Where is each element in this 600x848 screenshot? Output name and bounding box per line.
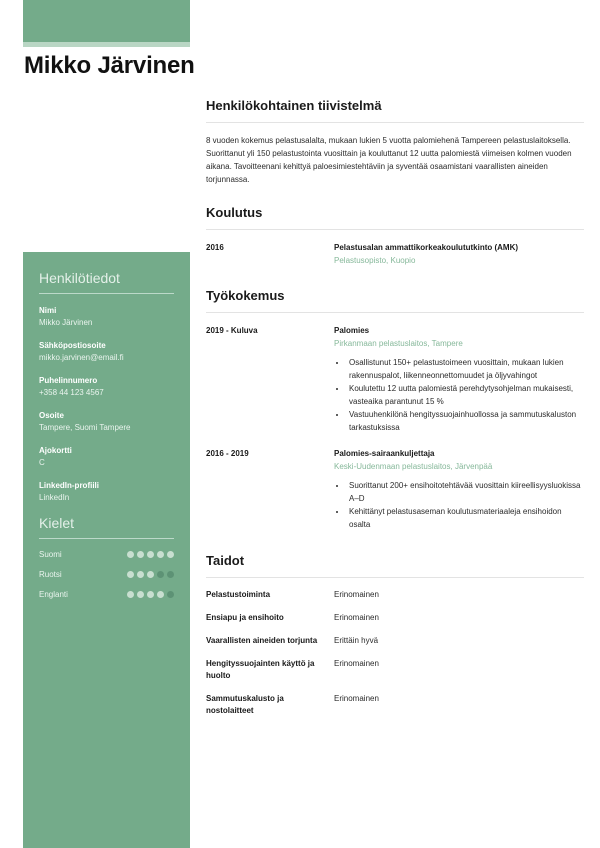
experience-role: Palomies <box>334 326 370 335</box>
skill-level: Erinomainen <box>334 590 379 599</box>
experience-bullet: • Kehittänyt pelastusaseman koulutusmateriaaleja ensihoidon osalta <box>347 506 584 531</box>
rating-dot-filled <box>127 551 134 558</box>
page-title: Mikko Järvinen <box>24 52 195 79</box>
personal-detail-value: +358 44 123 4567 <box>39 388 104 397</box>
skill-name: Hengityssuojainten käyttö ja huolto <box>206 659 315 680</box>
sidebar <box>23 252 190 848</box>
main-content <box>206 98 584 728</box>
experience-employer: Pirkanmaan pelastuslaitos, Tampere <box>334 339 463 348</box>
skill-level: Erinomainen <box>334 659 379 668</box>
experience-list <box>206 324 584 532</box>
experience-bullet: • Suorittanut 200+ ensihoitotehtävää vuosittain kiireellisyysluokissa A–D <box>347 480 584 505</box>
skill-level: Erinomainen <box>334 694 379 703</box>
experience-bullet-list <box>347 357 584 434</box>
experience-divider <box>206 312 584 313</box>
skill-name: Vaarallisten aineiden torjunta <box>206 636 318 645</box>
skill-name: Sammutuskalusto ja nostolaitteet <box>206 694 284 715</box>
skills-heading: Taidot <box>206 553 245 568</box>
personal-detail-item <box>39 340 174 364</box>
experience-date: 2019 - Kuluva <box>206 326 258 335</box>
skill-row <box>206 589 584 601</box>
personal-detail-value: C <box>39 458 45 467</box>
personal-detail-value: LinkedIn <box>39 493 70 502</box>
rating-dot-filled <box>147 551 154 558</box>
experience-body <box>334 324 584 435</box>
sidebar-divider <box>39 293 174 294</box>
skill-name: Pelastustoiminta <box>206 590 271 599</box>
personal-detail-label: Sähköpostiosoite <box>39 341 106 350</box>
education-divider <box>206 229 584 230</box>
personal-detail-item <box>39 305 174 329</box>
education-body <box>334 241 584 267</box>
education-heading: Koulutus <box>206 205 263 220</box>
summary-heading: Henkilökohtainen tiivistelmä <box>206 98 382 113</box>
skills-divider <box>206 577 584 578</box>
personal-detail-label: Osoite <box>39 411 64 420</box>
skill-row <box>206 693 584 717</box>
experience-bullet: • Osallistunut 150+ pelastustoimeen vuosittain, mukaan lukien rakennuspalot, liikenneonnettomuudet ja öljyvahingot <box>347 357 584 382</box>
personal-detail-value: Mikko Järvinen <box>39 318 93 327</box>
rating-dot-filled <box>137 571 144 578</box>
sidebar-personal-heading: Henkilötiedot <box>39 270 120 286</box>
experience-date: 2016 - 2019 <box>206 449 249 458</box>
header-accent-block <box>23 0 190 42</box>
skills-list <box>206 589 584 717</box>
education-entry <box>206 241 584 267</box>
personal-detail-item <box>39 410 174 434</box>
skill-level: Erinomainen <box>334 613 379 622</box>
personal-detail-value: Tampere, Suomi Tampere <box>39 423 131 432</box>
personal-detail-value: mikko.jarvinen@email.fi <box>39 353 124 362</box>
sidebar-divider-languages <box>39 538 174 539</box>
rating-dot-filled <box>137 591 144 598</box>
experience-entry <box>206 447 584 532</box>
rating-dot-empty <box>157 571 164 578</box>
personal-detail-label: Puhelinnumero <box>39 376 98 385</box>
language-rating-dots <box>127 571 174 578</box>
skill-row <box>206 658 584 682</box>
section-education <box>206 205 584 267</box>
rating-dot-filled <box>147 571 154 578</box>
experience-bullet: • Koulutettu 12 uutta palomiestä perehdytysohjelman mukaisesti, vasteaika parantunut 15 % <box>347 383 584 408</box>
header-accent-strip <box>23 42 190 47</box>
languages-list <box>39 550 174 599</box>
personal-detail-label: Ajokortti <box>39 446 72 455</box>
education-date: 2016 <box>206 243 224 252</box>
education-institution: Pelastusopisto, Kuopio <box>334 256 416 265</box>
language-rating-dots <box>127 591 174 598</box>
language-row <box>39 550 174 559</box>
language-row <box>39 570 174 579</box>
skill-row <box>206 635 584 647</box>
section-summary <box>206 98 584 186</box>
experience-bullet-list <box>347 480 584 531</box>
personal-detail-label: Nimi <box>39 306 57 315</box>
experience-bullet: • Vastuuhenkilönä hengityssuojainhuollossa ja sammutuskaluston tarkastuksissa <box>347 409 584 434</box>
section-skills <box>206 553 584 717</box>
education-degree: Pelastusalan ammattikorkeakoulututkinto (AMK) <box>334 243 519 252</box>
rating-dot-filled <box>157 551 164 558</box>
skill-name: Ensiapu ja ensihoito <box>206 613 284 622</box>
experience-heading: Työkokemus <box>206 288 285 303</box>
rating-dot-filled <box>127 571 134 578</box>
experience-employer: Keski-Uudenmaan pelastuslaitos, Järvenpää <box>334 462 493 471</box>
rating-dot-filled <box>157 591 164 598</box>
personal-detail-item <box>39 375 174 399</box>
language-row <box>39 590 174 599</box>
rating-dot-empty <box>167 571 174 578</box>
rating-dot-filled <box>137 551 144 558</box>
language-name: Ruotsi <box>39 570 62 579</box>
rating-dot-filled <box>127 591 134 598</box>
language-name: Suomi <box>39 550 62 559</box>
sidebar-languages-heading: Kielet <box>39 515 75 531</box>
language-name: Englanti <box>39 590 68 599</box>
summary-divider <box>206 122 584 123</box>
section-experience <box>206 288 584 532</box>
personal-detail-item <box>39 480 174 504</box>
language-rating-dots <box>127 551 174 558</box>
personal-detail-label: LinkedIn-profiili <box>39 481 99 490</box>
experience-role: Palomies-sairaankuljettaja <box>334 449 435 458</box>
experience-body <box>334 447 584 532</box>
rating-dot-filled <box>147 591 154 598</box>
skill-row <box>206 612 584 624</box>
personal-details-list <box>39 305 174 504</box>
skill-level: Erittäin hyvä <box>334 636 379 645</box>
rating-dot-filled <box>167 551 174 558</box>
summary-text: 8 vuoden kokemus pelastusalalta, mukaan lukien 5 vuotta palomiehenä Tampereen pelastuslaitoksella. Suorittanut yli 150 pelastustointa vuosittain ja kouluttanut 12 uutta palomiestä viimeisen kolmen vuoden aikana. Tavoitteenani kehittyä paloesimiestehtäviin ja syventää osaamistani vaarallisten aineiden torjunnassa. <box>206 136 572 184</box>
experience-entry <box>206 324 584 435</box>
education-list <box>206 241 584 267</box>
rating-dot-empty <box>167 591 174 598</box>
personal-detail-item <box>39 445 174 469</box>
